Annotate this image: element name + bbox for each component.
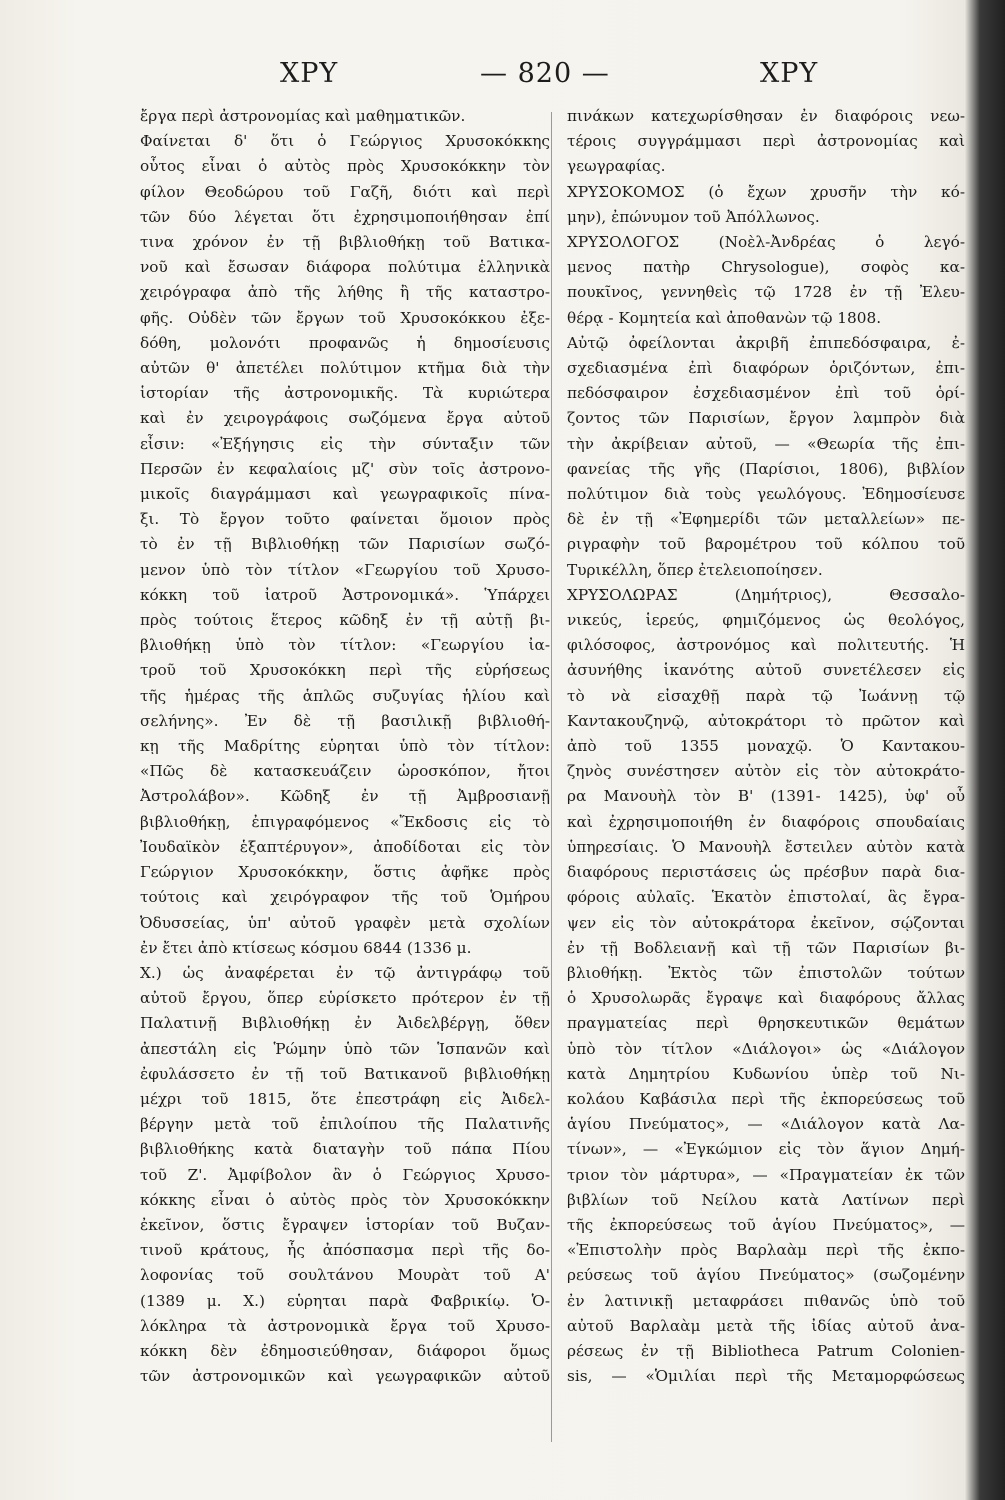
text-line: φιλόσοφος, ἀστρονόμος καὶ πολιτευτής. Ἡ <box>567 636 965 655</box>
left-column <box>140 104 550 1389</box>
text-line: Ἰουδαϊκὸν ἑξαπτέρυγον», ἀποδίδοται εἰς τὸν <box>140 837 550 856</box>
text-line: ΧΡΥΣΟΚΟΜΟΣ (ὁ ἔχων χρυσῆν τὴν κό- <box>567 182 965 201</box>
text-line: ρα Μανουὴλ τὸν Β' (1391- 1425), ὑφ' οὗ <box>567 787 965 806</box>
text-line: ρέσεως ἐν τῇ Bibliotheca Patrum Colonien- <box>567 1341 965 1360</box>
text-line: Ὀδυσσείας, ὑπ' αὐτοῦ γραφὲν μετὰ σχολίων <box>140 913 550 932</box>
text-line: βιβλιοθήκῃ, ἐπιγραφόμενος «Ἔκδοσις εἰς τὸ <box>140 812 550 831</box>
header-right-keyword: ΧΡΥ <box>760 58 819 89</box>
text-line: φίλον Θεοδώρου τοῦ Γαζῆ, διότι καὶ περὶ <box>140 182 550 201</box>
text-line: τῆς ἐκπορεύσεως τοῦ ἁγίου Πνεύματος», — <box>567 1215 965 1234</box>
text-line: «Πῶς δὲ κατασκευάζειν ὡροσκόπον, ἤτοι <box>140 762 550 781</box>
text-line: Ἀστρολάβον». Κῶδηξ ἐν τῇ Ἀμβροσιανῇ <box>140 787 550 806</box>
text-line: Καντακουζηνῷ, αὐτοκράτορι τὸ πρῶτον καὶ <box>567 711 965 730</box>
text-line: ἐφυλάσσετο ἐν τῇ τοῦ Βατικανοῦ βιβλιοθήκῃ <box>140 1064 550 1083</box>
text-line: ἱστορίαν τῆς ἀστρονομικῆς. Τὰ κυριώτερα <box>140 384 550 403</box>
text-line: λοφονίας τοῦ σουλτάνου Μουρὰτ τοῦ Α' <box>140 1266 550 1285</box>
text-line: θέρᾳ - Κομητεία καὶ ἀποθανὼν τῷ 1808. <box>567 308 882 327</box>
text-line: ἁγίου Πνεύματος», — «Διάλογον κατὰ Λα- <box>567 1115 965 1134</box>
text-line: Τυρικέλλη, ὅπερ ἐτελειοποίησεν. <box>567 560 823 579</box>
text-line: ριγραφὴν τοῦ βαρομέτρου τοῦ κόλπου τοῦ <box>567 535 965 554</box>
text-line: ρεύσεως τοῦ ἁγίου Πνεύματος» (σωζομένην <box>567 1266 965 1285</box>
text-line: βλιοθήκῃ ὑπὸ τὸν τίτλον: «Γεωργίου ἰα- <box>140 636 550 655</box>
text-line: πουκῖνος, γεννηθεὶς τῷ 1728 ἐν τῇ Ἐλευ- <box>567 283 965 302</box>
text-line: Φαίνεται δ' ὅτι ὁ Γεώργιος Χρυσοκόκκης <box>140 132 550 151</box>
text-line: δὲ ἐν τῇ «Ἐφημερίδι τῶν μεταλλείων» πε- <box>567 510 965 529</box>
text-line: νικεύς, ἱερεύς, φημιζόμενος ὡς θεολόγος, <box>567 611 965 630</box>
text-line: τριον τὸν μάρτυρα», — «Πραγματείαν ἐκ τῶν <box>567 1165 965 1184</box>
text-line: μέχρι τοῦ 1815, ὅτε ἐπεστράφη εἰς Ἀιδελ- <box>140 1089 550 1108</box>
text-line: λόκληρα τὰ ἀστρονομικὰ ἔργα τοῦ Χρυσο- <box>140 1316 550 1335</box>
text-line: τινοῦ κράτους, ἧς ἀπόσπασμα περὶ τῆς δο- <box>140 1241 550 1260</box>
text-line: αὐτῶν θ' ἀπετέλει πολύτιμον κτῆμα διὰ τὴν <box>140 359 550 378</box>
text-line: μενον ὑπὸ τὸν τίτλον «Γεωργίου τοῦ Χρυσο- <box>140 560 550 579</box>
text-line: νοῦ καὶ ἔσωσαν διάφορα πολύτιμα ἑλληνικὰ <box>140 258 550 277</box>
text-line: φῆς. Οὐδὲν τῶν ἔργων τοῦ Χρυσοκόκκου ἐξε- <box>140 308 550 327</box>
text-line: ἐν ἔτει ἀπὸ κτίσεως κόσμου 6844 (1336 μ. <box>140 938 472 957</box>
text-line: καὶ ἐχρησιμοποιήθη ἐν διαφόροις σπουδαίαις <box>567 812 965 831</box>
text-line: βέργην μετὰ τοῦ ἐπιλοίπου τῆς Παλατινῆς <box>140 1115 550 1134</box>
text-line: τινα χρόνον ἐν τῇ βιβλιοθήκῃ τοῦ Βατικα- <box>140 233 550 252</box>
text-line: καὶ ἐν χειρογράφοις σωζόμενα ἔργα αὐτοῦ <box>140 409 550 428</box>
text-line: μην), ἐπώνυμον τοῦ Ἀπόλλωνος. <box>567 207 820 226</box>
text-line: Περσῶν ἐν κεφαλαίοις μζ' σὺν τοῖς ἀστρονο- <box>140 459 550 478</box>
text-line: βλιοθήκῃ. Ἐκτὸς τῶν ἐπιστολῶν τούτων <box>567 963 965 982</box>
text-line: τὴν ἀκρίβειαν αὐτοῦ, — «Θεωρία τῆς ἐπι- <box>567 434 965 453</box>
text-line: γεωγραφίας. <box>567 157 666 176</box>
text-line: μικοῖς διαγράμμασι καὶ γεωγραφικοῖς πίνα- <box>140 485 550 504</box>
text-line: ἐκεῖνον, ὅστις ἔγραψεν ἱστορίαν τοῦ Βυζαν- <box>140 1215 550 1234</box>
text-line: τὸ ἐν τῇ Βιβλιοθήκῃ τῶν Παρισίων σωζό- <box>140 535 550 554</box>
column-divider <box>551 112 552 1442</box>
header-left-keyword: ΧΡΥ <box>280 58 339 89</box>
text-line: κόκκης εἶναι ὁ αὐτὸς πρὸς τὸν Χρυσοκόκκην <box>140 1190 550 1209</box>
text-line: ΧΡΥΣΟΛΟΓΟΣ (Νοὲλ-Ἀνδρέας ὁ λεγό- <box>567 233 965 252</box>
text-line: ἀπεστάλη εἰς Ῥώμην ὑπὸ τῶν Ἱσπανῶν καὶ <box>140 1039 550 1058</box>
text-line: κόκκη τοῦ ἰατροῦ Ἀστρονομικά». Ὑπάρχει <box>140 585 550 604</box>
text-line: αὐτοῦ Βαρλαὰμ μετὰ τῆς ἰδίας αὐτοῦ ἀνα- <box>567 1316 965 1335</box>
text-line: ἔργα περὶ ἀστρονομίας καὶ μαθηματικῶν. <box>140 107 466 125</box>
text-line: ὁ Χρυσολωρᾶς ἔγραψε καὶ διαφόρους ἄλλας <box>567 989 965 1008</box>
text-line: ξι. Τὸ ἔργον τοῦτο φαίνεται ὅμοιον πρὸς <box>140 510 550 529</box>
text-line: βιβλιοθήκης κατὰ διαταγὴν τοῦ πάπα Πίου <box>140 1140 550 1159</box>
text-line: τροῦ τοῦ Χρυσοκόκκη περὶ τῆς εὑρήσεως <box>140 661 550 680</box>
text-line: κολάου Καβάσιλα περὶ τῆς ἐκπορεύσεως τοῦ <box>567 1089 965 1108</box>
text-line: ἐν λατινικῇ μεταφράσει πιθανῶς ὑπὸ τοῦ <box>567 1291 965 1310</box>
text-line: πρὸς τούτοις ἕτερος κῶδηξ ἐν τῇ αὐτῇ βι- <box>140 611 550 630</box>
text-line: ζοντος τῶν Παρισίων, ἔργον λαμπρὸν διὰ <box>567 409 965 428</box>
page-number: — 820 — <box>480 58 610 89</box>
text-line: ΧΡΥΣΟΛΩΡΑΣ (Δημήτριος), Θεσσαλο- <box>567 585 965 604</box>
text-line: χειρόγραφα ἀπὸ τῆς λήθης ἢ τῆς καταστρο- <box>140 283 550 302</box>
text-line: κῃ τῆς Μαδρίτης εὑρηται ὑπὸ τὸν τίτλον: <box>140 737 550 756</box>
text-line: sis, — «Ὁμιλίαι περὶ τῆς Μεταμορφώσεως <box>567 1367 965 1386</box>
text-line: σχεδιασμένα ἐπὶ διαφόρων ὁριζόντων, ἐπι- <box>567 359 965 378</box>
page-header <box>100 58 860 94</box>
text-line: ψεν εἰς τὸν αὐτοκράτορα ἐκεῖνον, σῴζονται <box>567 913 965 932</box>
text-line: φόροις αὐλαῖς. Ἑκατὸν ἐπιστολαί, ἃς ἔγρα- <box>567 888 965 907</box>
text-line: πολύτιμον διὰ τοὺς γεωλόγους. Ἐδημοσίευσε <box>567 485 965 504</box>
text-line: ἀπὸ τοῦ 1355 μοναχῷ. Ὁ Καντακου- <box>567 737 965 756</box>
text-line: βιβλίων τοῦ Νείλου κατὰ Λατίνων περὶ <box>567 1190 965 1209</box>
text-line: Παλατινῇ Βιβλιοθήκῃ ἐν Ἀιδελβέργῃ, ὅθεν <box>140 1014 550 1033</box>
text-line: «Ἐπιστολὴν πρὸς Βαρλαὰμ περὶ τῆς ἐκπο- <box>567 1241 965 1260</box>
text-line: τῆς ἡμέρας τῆς ἁπλῶς συζυγίας ἡλίου καὶ <box>140 686 550 705</box>
text-line: (1389 μ. Χ.) εὑρηται παρὰ Φαβρικίῳ. Ὁ- <box>140 1291 550 1310</box>
text-line: πινάκων κατεχωρίσθησαν ἐν διαφόροις νεω- <box>567 107 965 125</box>
text-line: διαφόρους περιστάσεις ὡς πρέσβυν παρὰ δια- <box>567 863 965 882</box>
text-line: τῶν δύο λέγεται ὅτι ἐχρησιμοποιήθησαν ἐπί <box>140 207 550 226</box>
text-line: κόκκη δὲν ἐδημοσιεύθησαν, διάφοροι ὅμως <box>140 1341 550 1360</box>
text-line: Χ.) ὡς ἀναφέρεται ἐν τῷ ἀντιγράφῳ τοῦ <box>140 963 550 982</box>
text-line: δόθη, μολονότι προφανῶς ἡ δημοσίευσις <box>140 333 550 352</box>
text-line: ὑπὸ τὸν τίτλον «Διάλογοι» ὡς «Διάλογον <box>567 1039 965 1058</box>
text-line: σελήνης». Ἐν δὲ τῇ βασιλικῇ βιβλιοθή- <box>140 711 550 730</box>
text-line: ὑπηρεσίαις. Ὁ Μανουὴλ ἔστειλεν αὐτὸν κατὰ <box>567 837 965 856</box>
text-line: εἶσιν: «Ἐξήγησις εἰς τὴν σύνταξιν τῶν <box>140 434 550 453</box>
text-line: πραγματείας περὶ θρησκευτικῶν θεμάτων <box>567 1014 965 1033</box>
text-line: τὸ νὰ εἰσαχθῇ παρὰ τῷ Ἰωάννῃ τῷ <box>567 686 965 705</box>
text-line: Γεώργιον Χρυσοκόκκην, ὅστις ἀφῆκε πρὸς <box>140 863 550 882</box>
text-line: πεδόσφαιρον ἐσχεδιασμένον ἐπὶ τοῦ ὁρί- <box>567 384 965 403</box>
text-line: τίνων», — «Ἐγκώμιον εἰς τὸν ἅγιον Δημή- <box>567 1140 965 1159</box>
text-line: τῶν ἀστρονομικῶν καὶ γεωγραφικῶν αὐτοῦ <box>140 1367 550 1386</box>
text-line: φανείας τῆς γῆς (Παρίσιοι, 1806), βιβλίον <box>567 459 965 478</box>
text-line: οὗτος εἶναι ὁ αὐτὸς πρὸς Χρυσοκόκκην τὸν <box>140 157 550 176</box>
text-line: ἐν τῇ Βοδλειανῇ καὶ τῇ τῶν Παρισίων βι- <box>567 938 965 957</box>
text-line: Αὐτῷ ὀφείλονται ἀκριβῆ ἐπιπεδόσφαιρα, ἐ- <box>567 333 965 352</box>
text-line: μενος πατὴρ Chrysologue), σοφὸς κα- <box>567 258 965 277</box>
right-column <box>567 104 965 1389</box>
text-line: αὐτοῦ ἔργου, ὅπερ εὑρίσκετο πρότερον ἐν τῇ <box>140 989 550 1008</box>
text-line: τούτοις καὶ χειρόγραφον τῆς τοῦ Ὁμήρου <box>140 888 550 907</box>
text-line: ζηνὸς συνέστησεν αὐτὸν εἰς τὸν αὐτοκράτο- <box>567 762 965 781</box>
text-line: τέροις συγγράμμασι περὶ ἀστρονομίας καὶ <box>567 132 965 151</box>
text-line: τοῦ Ζ'. Ἀμφίβολον ἂν ὁ Γεώργιος Χρυσο- <box>140 1165 550 1184</box>
text-line: ἀσυνήθης ἱκανότης αὐτοῦ συνετέλεσεν εἰς <box>567 661 965 680</box>
text-line: κατὰ Δημητρίου Κυδωνίου ὑπὲρ τοῦ Νι- <box>567 1064 965 1083</box>
